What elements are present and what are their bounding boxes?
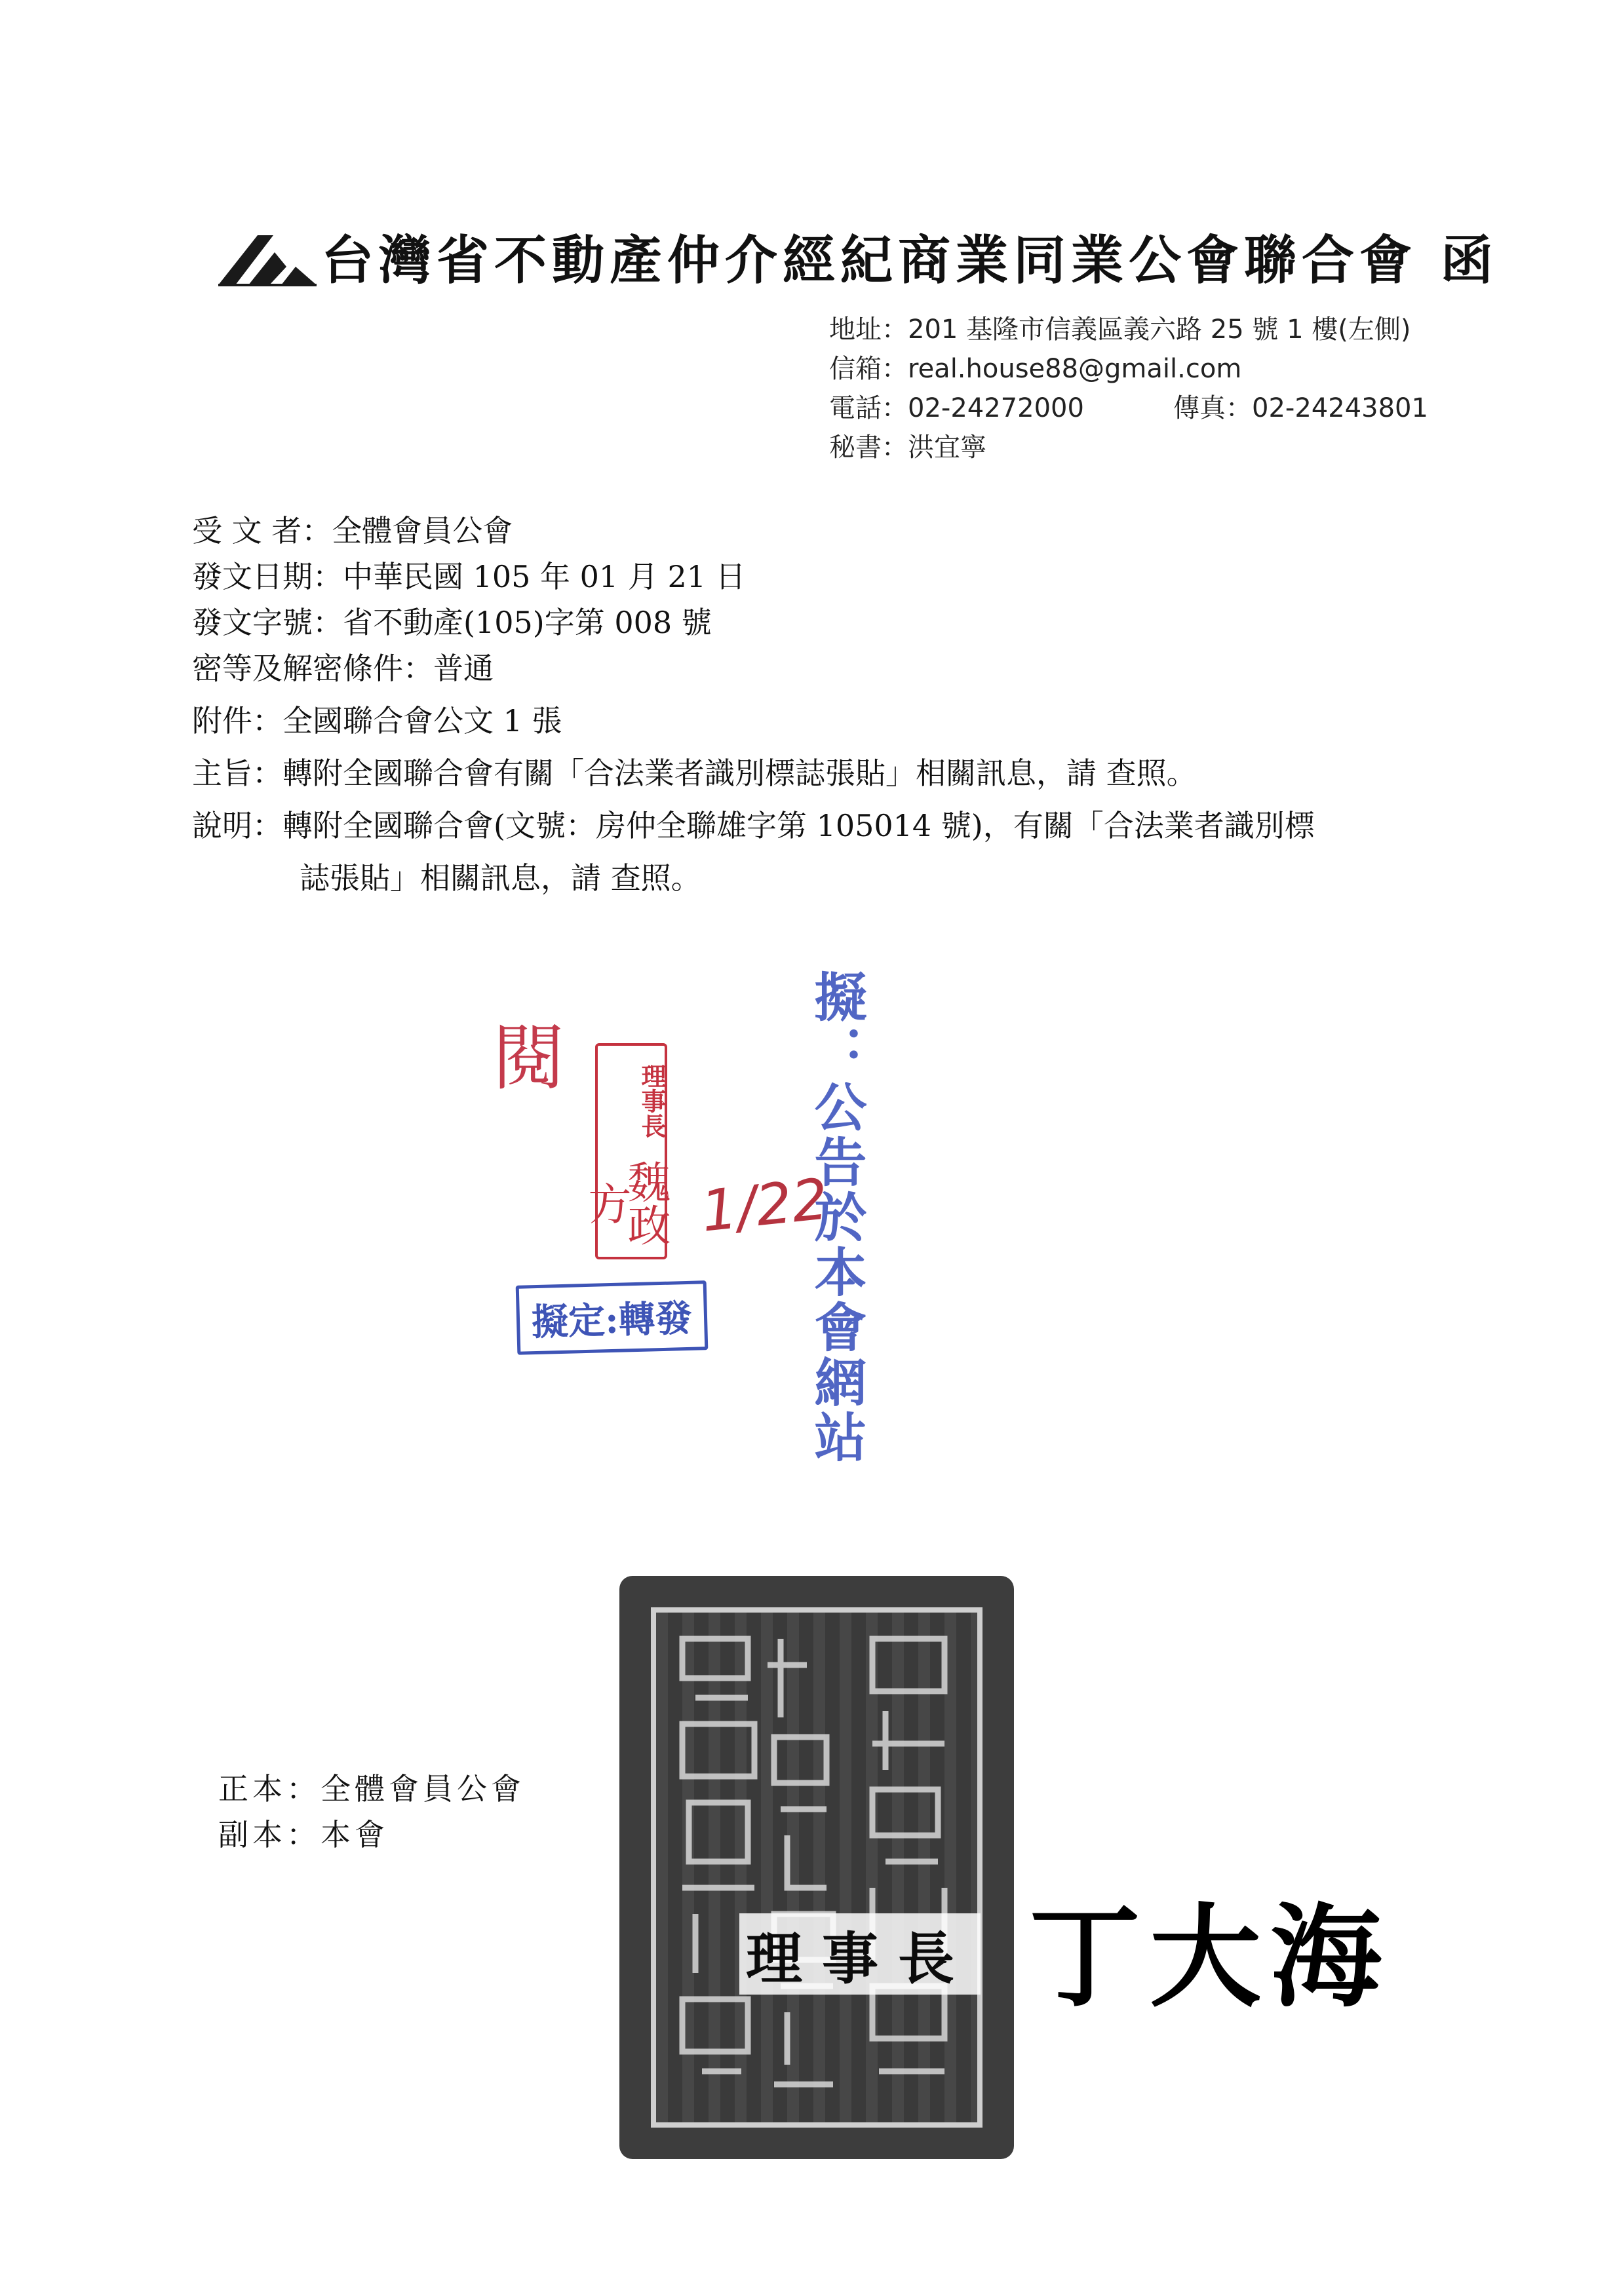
- contact-address: [829, 313, 1411, 346]
- doc-number-label: 發文字號：: [192, 605, 343, 640]
- handwritten-proposal-note: 擬：公告於本會網站: [806, 970, 867, 1465]
- explanation-line-2: 誌張貼」相關訊息，請 查照。: [300, 860, 701, 896]
- contact-secretary: [829, 431, 986, 464]
- official-seal: [619, 1576, 1014, 2159]
- duplicate-value: 本會: [321, 1817, 389, 1852]
- contact-secretary-label: 秘書：: [829, 432, 908, 463]
- red-stamp-name: 魏政方: [581, 1160, 671, 1246]
- contact-address-value: 201 基隆市信義區義六路 25 號 1 樓(左側): [908, 315, 1411, 345]
- copy-duplicate: [218, 1816, 389, 1853]
- date-label: 發文日期：: [192, 559, 343, 594]
- red-stamp-role: 理事長: [637, 1063, 667, 1138]
- contact-phone: [829, 392, 1084, 425]
- original-value: 全體會員公會: [321, 1771, 525, 1807]
- explanation-label: 說明：: [192, 808, 282, 843]
- contact-phone-value: 02-24272000: [908, 393, 1084, 423]
- contact-email-value: real.house88@gmail.com: [908, 354, 1242, 384]
- contact-fax: [1173, 392, 1428, 425]
- field-recipient: [192, 512, 513, 549]
- field-security: [192, 650, 494, 687]
- seal-script-pattern-icon: [656, 1613, 977, 2122]
- field-doc-number: [192, 604, 712, 641]
- recipient-value: 全體會員公會: [332, 513, 513, 548]
- contact-email: [829, 353, 1241, 385]
- subject-label: 主旨：: [192, 756, 282, 791]
- explanation-line-1: 轉附全國聯合會(文號：房仲全聯雄字第 105014 號)，有關「合法業者識別標: [282, 808, 1315, 843]
- duplicate-label: 副本：: [218, 1817, 321, 1852]
- doc-number-value: 省不動產(105)字第 008 號: [343, 605, 712, 640]
- signature-name: 丁大海: [1029, 1893, 1391, 2023]
- contact-phone-label: 電話：: [829, 393, 908, 423]
- security-value: 普通: [433, 651, 494, 686]
- contact-secretary-value: 洪宜寧: [908, 432, 986, 463]
- seal-inner-frame: [651, 1607, 983, 2128]
- date-value: 中華民國 105 年 01 月 21 日: [343, 559, 746, 594]
- security-label: 密等及解密條件：: [192, 651, 433, 686]
- attachment-label: 附件：: [192, 703, 282, 738]
- field-date: [192, 558, 746, 595]
- read-mark-handwriting: 閱: [493, 1016, 565, 1100]
- forward-decision-stamp: 擬定:轉發: [516, 1280, 708, 1355]
- contact-address-label: 地址：: [829, 315, 908, 345]
- chairman-approval-stamp: [581, 1043, 671, 1259]
- field-explanation: [192, 807, 1315, 844]
- field-attachment: [192, 702, 562, 739]
- contact-email-label: 信箱：: [829, 354, 908, 384]
- signature-role: 理事長: [739, 1913, 981, 1995]
- association-logo-icon: [218, 233, 317, 286]
- document-title: 台灣省不動產仲介經紀商業同業公會聯合會 函: [321, 229, 1498, 291]
- attachment-value: 全國聯合會公文 1 張: [282, 703, 562, 738]
- copy-original: [218, 1770, 525, 1807]
- recipient-label: 受 文 者：: [192, 513, 332, 548]
- subject-value: 轉附全國聯合會有關「合法業者識別標誌張貼」相關訊息，請 查照。: [282, 756, 1197, 791]
- field-subject: [192, 755, 1197, 792]
- original-label: 正本：: [218, 1771, 321, 1807]
- contact-fax-value: 02-24243801: [1252, 393, 1428, 423]
- contact-fax-label: 傳真：: [1173, 393, 1252, 423]
- handwritten-date: 1/22: [698, 1166, 831, 1245]
